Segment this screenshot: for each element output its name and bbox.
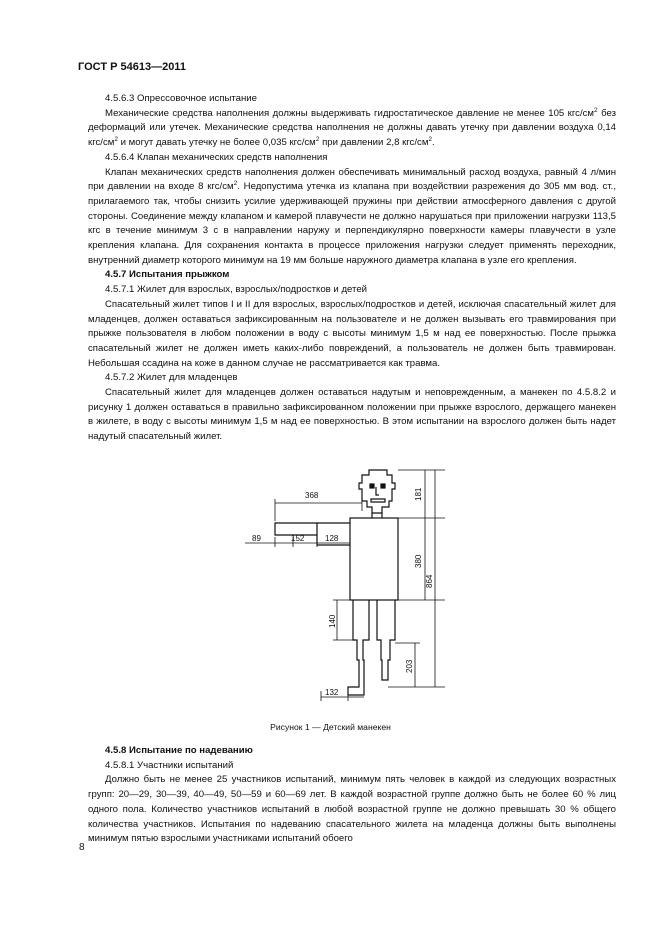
- dim-864: 864: [425, 574, 434, 588]
- dim-line-total: [388, 470, 445, 687]
- heading-457: 4.5.7 Испытания прыжком: [105, 269, 230, 281]
- dim-132: 132: [325, 688, 339, 697]
- mannequin-leg-right: [377, 600, 395, 680]
- dim-368: 368: [305, 491, 319, 500]
- dim-152: 152: [291, 534, 305, 543]
- dim-203: 203: [405, 659, 414, 673]
- paragraph-4564: Клапан механических средств наполнения должен обеспечивать минимальный расход воздуха, равный 4 л/мин при давлении на входе 8 кгс/$см^2$. Недопустима утечка из клапана при воздействии разрежения до 305 мм вод. ст., прилагаемого так, чтобы снизить усилие удерживающей пружины при действии атмосферного давления с другой стороны. Соединение между клапаном и камерой плавучести не должно нарушаться при приложении нагрузки 113,5 кгс в течение минимум 3 с в направлении наружу и перпендикулярно поверхности камеры плавучести в узле крепления клапана. Для сохранения контакта в процессе приложения нагрузки следует применять переходник, внутренний диаметр которого минимум на 19 мм больше наружного диаметра клапана в узле его крепления.: [88, 166, 616, 266]
- mannequin-eye-right: [381, 484, 385, 488]
- main-text-upper: [88, 92, 616, 445]
- dim-line-arm: [275, 499, 362, 521]
- figure-child-mannequin: [245, 465, 475, 720]
- paragraph-4563: Механические средства наполнения должны выдерживать гидростатическое давление не менее 105 кгс/$см^2$ без деформаций или утечек. Механические средства наполнения не должны давать утечку при давлении воздуха 0,14 кгс/$см^2$ и могут давать утечку не более 0,035 кгс/$см^2$ при давлении 2,8 кгс/$см^2$.: [88, 106, 617, 149]
- mannequin-head: [359, 470, 395, 513]
- heading-4581: 4.5.8.1 Участники испытаний: [105, 759, 234, 771]
- mannequin-neck: [372, 513, 382, 518]
- paragraph-4572: Спасательный жилет для младенцев должен оставаться надутым и неповрежденным, а манекен по 4.5.8.2 и рисунку 1 должен оставаться в правильно зафиксированном положении при прыжке взрослого, держащего манекен в жилете, в воду с высоты минимум 1,5 м над ее поверхностью. В этом испытании на взрослого должен быть надет надутый спасательный жилет.: [88, 387, 616, 443]
- document-header: ГОСТ Р 54613—2011: [78, 61, 186, 73]
- main-text-lower: [88, 744, 616, 847]
- dim-89: 89: [252, 534, 261, 543]
- paragraph-4581: Должно быть не менее 25 участников испытаний, минимум пять человек в каждой из следующих возрастных групп: 20—29, 30—39, 40—49, 50—59 и 60—69 лет. В каждой возрастной группе должно быть не более 60 % лиц одного пола. Количество участников испытаний в любой возрастной группе не должно превышать 30 % общего количества участников. Испытания по надеванию спасательного жилета на младенца должны быть выполнены минимум пятью взрослыми участниками испытаний обоего: [88, 774, 616, 845]
- dim-380: 380: [414, 554, 423, 568]
- heading-458: 4.5.8 Испытание по надеванию: [105, 745, 253, 756]
- paragraph-4571: Спасательный жилет типов I и II для взрослых, взрослых/подростков и детей, исключая спасательный жилет для младенцев, должен оставаться зафиксированным на пользователе и не должен вызывать его травмирования при прыжке пользователя в любом положении в воду с высоты минимум 1,5 м над ее поверхностью. После прыжка спасательный жилет не должен иметь каких-либо повреждений, а пользователь не должен быть травмирован. Небольшая ссадина на коже в данном случае не рассматривается как травма.: [88, 298, 616, 369]
- heading-4563: 4.5.6.3 Опрессовочное испытание: [105, 93, 257, 104]
- heading-4571: 4.5.7.1 Жилет для взрослых, взрослых/подростков и детей: [105, 284, 368, 296]
- mannequin-mouth: [371, 499, 385, 502]
- dim-181: 181: [414, 487, 423, 501]
- heading-4572: 4.5.7.2 Жилет для младенцев: [105, 372, 238, 384]
- mannequin-drawing: [245, 465, 475, 715]
- dim-128: 128: [325, 534, 339, 543]
- dim-140: 140: [328, 614, 337, 628]
- figure-caption: Рисунок 1 — Детский манекен: [270, 722, 391, 732]
- mannequin-arm: [275, 523, 350, 545]
- mannequin-leg-left: [348, 600, 369, 695]
- mannequin-eye-left: [370, 484, 374, 488]
- mannequin-torso: [350, 518, 398, 600]
- mannequin-nose: [376, 487, 379, 495]
- heading-4564: 4.5.6.4 Клапан механических средств наполнения: [105, 151, 328, 163]
- page-number: 8: [79, 842, 85, 853]
